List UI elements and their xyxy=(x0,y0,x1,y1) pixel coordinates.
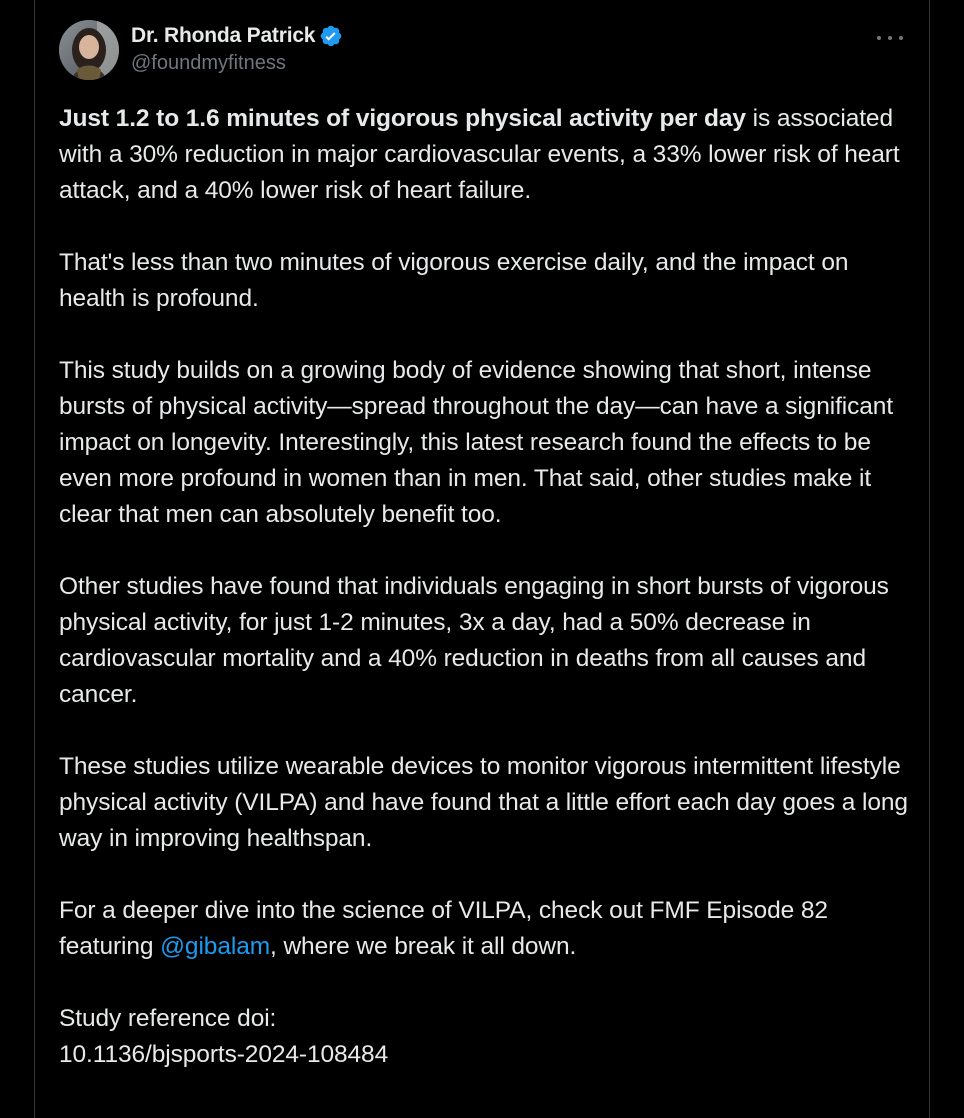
tweet xyxy=(34,0,930,1118)
tweet-paragraph-2: That's less than two minutes of vigorous exercise daily, and the impact on health is profound. xyxy=(59,249,849,312)
avatar-image xyxy=(59,20,119,80)
tweet-paragraph-6 xyxy=(59,893,919,965)
tweet-header xyxy=(59,20,909,84)
study-reference-label: Study reference doi: xyxy=(59,1005,277,1032)
tweet-text xyxy=(59,101,919,1109)
author-display-name[interactable]: Dr. Rhonda Patrick xyxy=(131,24,316,47)
tweet-bold-lead: Just 1.2 to 1.6 minutes of vigorous physical activity per day xyxy=(59,105,746,132)
tweet-paragraph-4: Other studies have found that individuals engaging in short bursts of vigorous physical activity, for just 1-2 minutes, 3x a day, had a 50% decrease in cardiovascular mortality and a 40% reduction in deaths from all causes and cancer. xyxy=(59,573,889,708)
avatar[interactable] xyxy=(59,20,119,80)
more-options-icon[interactable] xyxy=(877,28,903,48)
tweet-paragraph-7 xyxy=(59,1001,919,1073)
study-doi: 10.1136/bjsports-2024-108484 xyxy=(59,1041,389,1068)
tweet-paragraph-1-rest: is associated with a 30% reduction in major cardiovascular events, a 33% lower risk of heart attack, and a 40% lower risk of heart failure. xyxy=(59,105,900,204)
author-handle[interactable]: @foundmyfitness xyxy=(131,52,286,74)
tweet-paragraph-1 xyxy=(59,101,919,209)
mention-link[interactable]: @gibalam xyxy=(160,933,271,960)
tweet-paragraph-6-before: For a deeper dive into the science of VILPA, check out FMF Episode 82 featuring xyxy=(59,897,828,960)
verified-badge-icon xyxy=(319,24,343,48)
tweet-paragraph-3: This study builds on a growing body of evidence showing that short, intense bursts of physical activity—spread throughout the day—can have a significant impact on longevity. Interestingly, this latest research found the effects to be even more profound in women than in men. That said, other studies make it clear that men can absolutely benefit too. xyxy=(59,357,894,528)
tweet-paragraph-6-after: , where we break it all down. xyxy=(270,933,577,960)
tweet-paragraph-5: These studies utilize wearable devices to monitor vigorous intermittent lifestyle physical activity (VILPA) and have found that a little effort each day goes a long way in improving healthspan. xyxy=(59,753,908,852)
